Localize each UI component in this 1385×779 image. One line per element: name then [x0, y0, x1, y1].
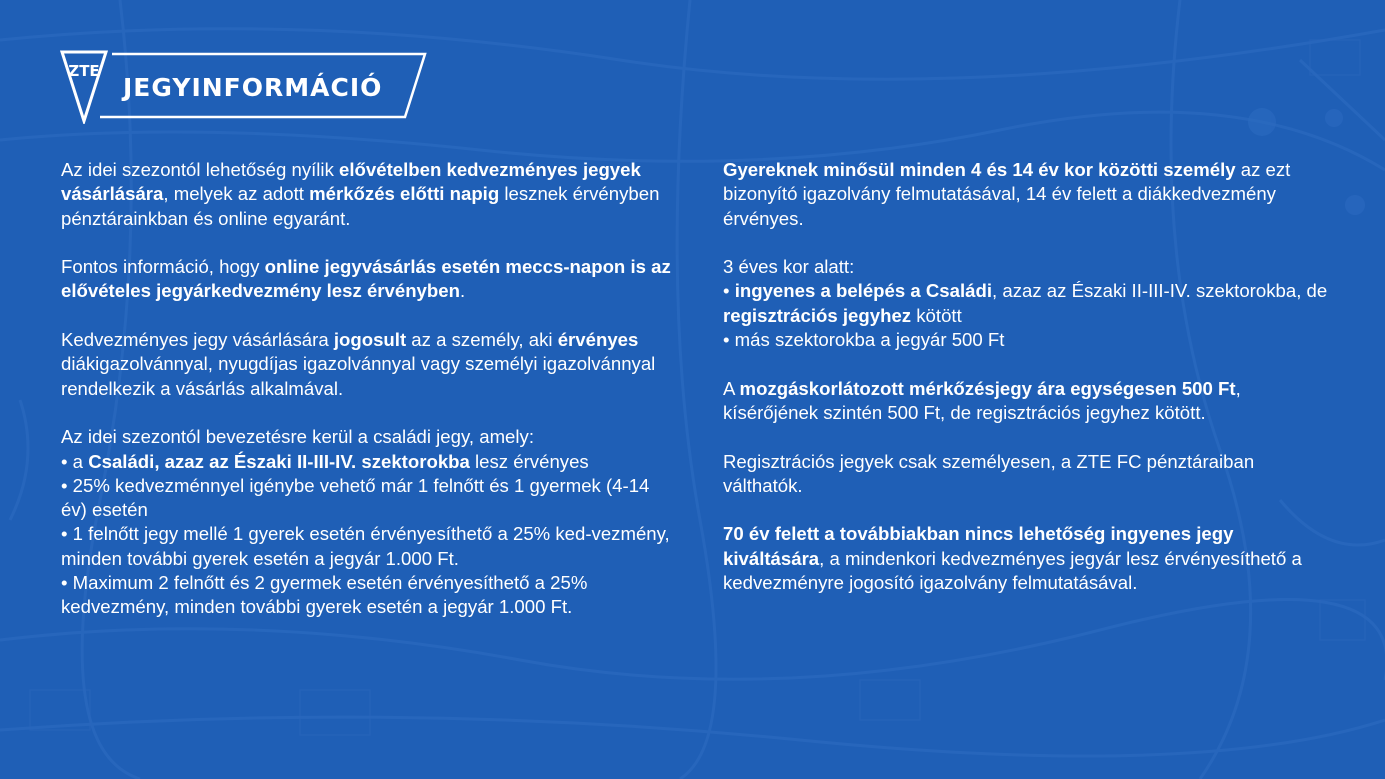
eligibility-paragraph: Kedvezményes jegy vásárlására jogosult az a személy, aki érvényes diákigazolvánnyal, nyugdíjas igazolvánnyal vagy személyi igazolvánnyal rendelkezik a vásárlás alkalmával. — [61, 329, 656, 399]
over-seventy-paragraph: 70 év felett a továbbiakban nincs lehetőség ingyenes jegy kiváltására, a mindenkori kedvezményes jegyár lesz érvényesíthető a kedvezményre jogosító igazolvány felmutatásával. — [723, 523, 1302, 594]
logo-text: ZTE — [68, 62, 100, 80]
header — [60, 49, 430, 124]
family-ticket-paragraph: Az idei szezontól bevezetésre kerül a családi jegy, amely: • a Családi, azaz az Északi II-III-IV. szektorokba lesz érvényes • 25% kedvezménnyel igénybe vehető már 1 felnőtt és 1 gyermek (4-14 év) esetén • 1 felnőtt jegy mellé 1 gyerek esetén érvényesíthető a 25% ked-vezmény, minden további gyerek esetén a jegyár 1.000 Ft. • Maximum 2 felnőtt és 2 gyermek esetén érvényesíthető a 25% kedvezmény, minden további gyerek esetén a jegyár 1.000 Ft. — [61, 426, 670, 618]
right-column — [723, 158, 1333, 620]
child-definition-paragraph: Gyereknek minősül minden 4 és 14 év kor közötti személy az ezt bizonyító igazolvány felmutatásával, 14 év felett a diákkedvezmény érvényes. — [723, 159, 1291, 229]
presale-paragraph: Az idei szezontól lehetőség nyílik elővételben kedvezményes jegyek vásárlására, melyek az adott mérkőzés előtti napig lesznek érvényben pénztárainkban és online egyaránt. — [61, 159, 660, 229]
page-title: JEGYINFORMÁCIÓ — [123, 73, 383, 102]
left-column — [61, 158, 671, 644]
disabled-ticket-paragraph: A mozgáskorlátozott mérkőzésjegy ára egységesen 500 Ft, kísérőjének szintén 500 Ft, de regisztrációs jegyhez kötött. — [723, 377, 1241, 423]
registration-ticket-paragraph: Regisztrációs jegyek csak személyesen, a ZTE FC pénztáraiban válthatók. — [723, 450, 1255, 496]
zte-logo-icon — [62, 52, 106, 121]
online-purchase-paragraph: Fontos információ, hogy online jegyvásárlás esetén meccs-napon is az elővételes jegyárkedvezmény lesz érvényben. — [61, 256, 671, 302]
under-three-paragraph: 3 éves kor alatt: • ingyenes a belépés a Családi, azaz az Északi II-III-IV. szektorokba, de regisztrációs jegyhez kötött • más szektorokba a jegyár 500 Ft — [723, 256, 1328, 351]
